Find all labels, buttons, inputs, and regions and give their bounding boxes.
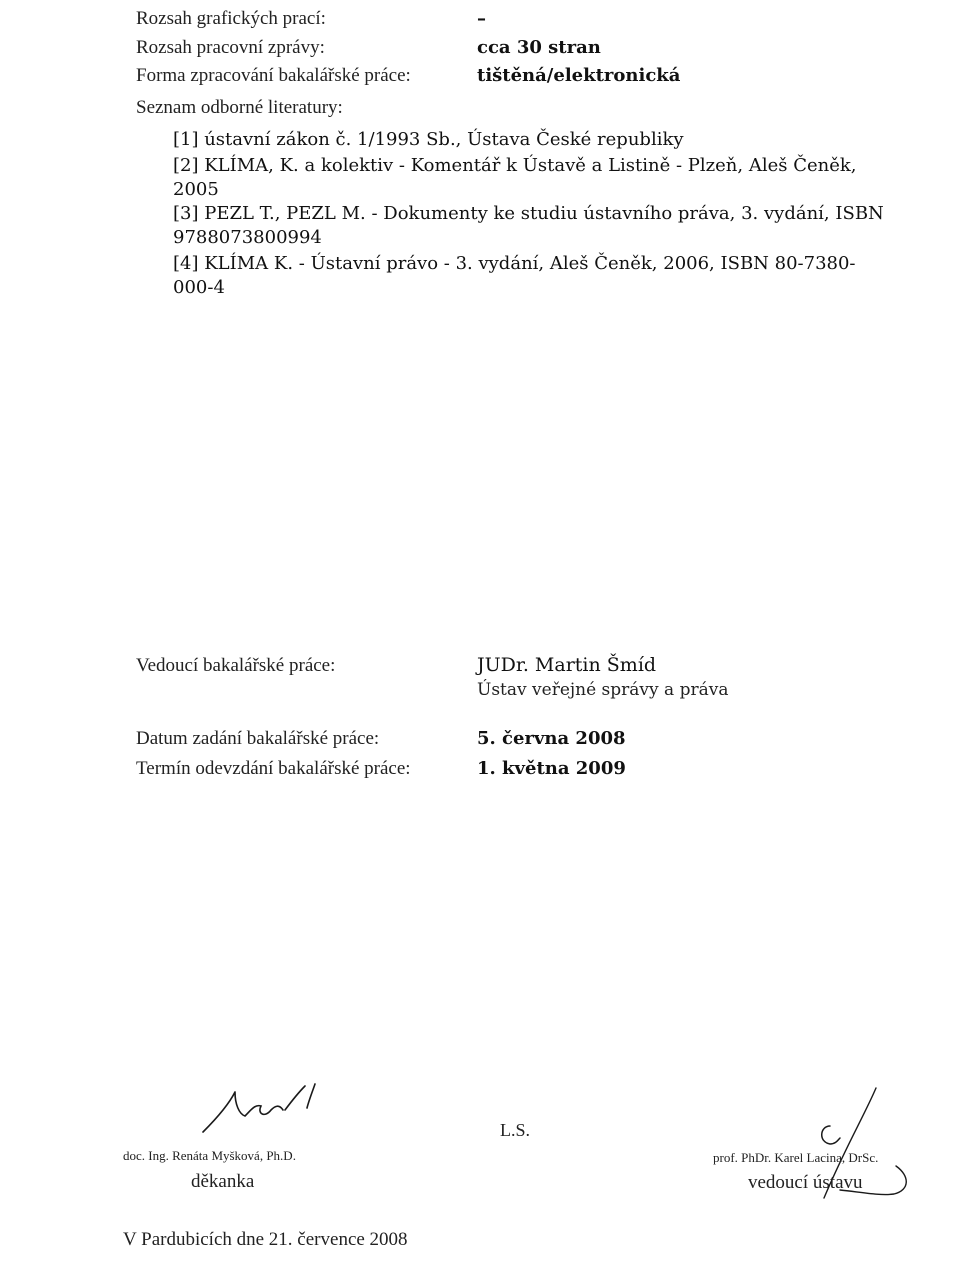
reference-3: [3] PEZL T., PEZL M. - Dokumenty ke studiu ústavního práva, 3. vydání, ISBN 9788073800994 (173, 203, 884, 248)
graphic-works-value: – (477, 8, 486, 29)
supervisor-name: JUDr. Martin Šmíd (477, 654, 657, 676)
assignment-date-label: Datum zadání bakalářské práce: (136, 728, 380, 749)
supervisor-department: Ústav veřejné správy a práva (477, 680, 729, 700)
graphic-works-label: Rozsah grafických prací: (136, 8, 326, 29)
dean-role: děkanka (191, 1171, 255, 1192)
assignment-date-value: 5. června 2008 (477, 728, 626, 749)
dean-name: doc. Ing. Renáta Myšková, Ph.D. (123, 1148, 296, 1163)
report-scope-label: Rozsah pracovní zprávy: (136, 37, 325, 58)
reference-4: [4] KLÍMA K. - Ústavní právo - 3. vydání, Aleš Čeněk, 2006, ISBN 80-7380-000-4 (173, 253, 856, 298)
place-date-footer: V Pardubicích dne 21. července 2008 (123, 1229, 408, 1250)
dean-signature-icon (195, 1080, 335, 1140)
reference-2: [2] KLÍMA, K. a kolektiv - Komentář k Ústavě a Listině - Plzeň, Aleš Čeněk, 2005 (173, 155, 857, 200)
supervisor-label: Vedoucí bakalářské práce: (136, 655, 336, 676)
reference-1: [1] ústavní zákon č. 1/1993 Sb., Ústava České republiky (173, 129, 684, 150)
literature-label: Seznam odborné literatury: (136, 97, 343, 118)
department-head-role: vedoucí ústavu (748, 1172, 863, 1193)
submission-date-value: 1. května 2009 (477, 758, 626, 779)
submission-date-label: Termín odevzdání bakalářské práce: (136, 758, 411, 779)
thesis-form-label: Forma zpracování bakalářské práce: (136, 65, 411, 86)
thesis-form-value: tištěná/elektronická (477, 65, 681, 86)
report-scope-value: cca 30 stran (477, 37, 601, 58)
department-head-name: prof. PhDr. Karel Lacina, DrSc. (713, 1150, 879, 1165)
seal-label: L.S. (500, 1120, 531, 1140)
